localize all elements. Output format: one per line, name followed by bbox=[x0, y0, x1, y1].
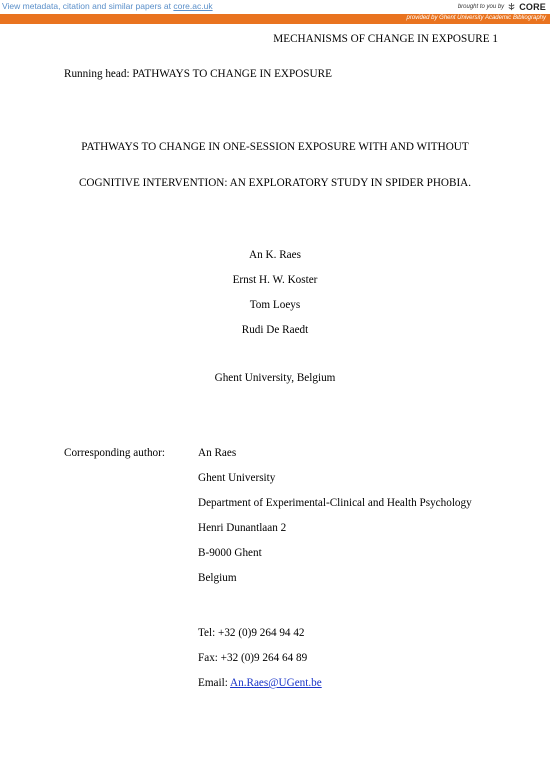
core-brand[interactable] bbox=[458, 0, 546, 14]
page-header: MECHANISMS OF CHANGE IN EXPOSURE 1 bbox=[273, 33, 498, 45]
email-label: Email: bbox=[198, 677, 228, 689]
paper-title-line-2: COGNITIVE INTERVENTION: AN EXPLORATORY STUDY IN SPIDER PHOBIA. bbox=[78, 177, 472, 189]
author-name: Rudi De Raedt bbox=[241, 324, 309, 336]
fax: Fax: +32 (0)9 264 64 89 bbox=[198, 652, 308, 664]
corresponding-author-label: Corresponding author: bbox=[64, 447, 165, 459]
telephone: Tel: +32 (0)9 264 94 42 bbox=[198, 627, 305, 639]
running-head: Running head: PATHWAYS TO CHANGE IN EXPOSURE bbox=[64, 68, 332, 80]
author-name: Tom Loeys bbox=[249, 299, 301, 311]
provided-by-text: provided by Ghent University Academic Bibliography bbox=[406, 15, 546, 21]
core-logo-icon bbox=[507, 2, 516, 12]
email-link[interactable]: An.Raes@UGent.be bbox=[230, 677, 322, 689]
core-logo-text: CORE bbox=[519, 2, 546, 12]
author-name: Ernst H. W. Koster bbox=[232, 274, 318, 286]
address-line: Ghent University bbox=[198, 472, 276, 484]
core-banner bbox=[0, 0, 550, 14]
address-line: An Raes bbox=[198, 447, 237, 459]
paper-title-line-1: PATHWAYS TO CHANGE IN ONE-SESSION EXPOSURE WITH AND WITHOUT bbox=[81, 141, 469, 153]
affiliation: Ghent University, Belgium bbox=[214, 372, 336, 384]
core-link[interactable]: core.ac.uk bbox=[173, 1, 213, 11]
address-line: Department of Experimental-Clinical and Health Psychology bbox=[198, 497, 472, 509]
email-line bbox=[198, 677, 322, 689]
address-line: Belgium bbox=[198, 572, 237, 584]
core-metadata-text bbox=[2, 1, 213, 11]
core-metadata-prefix: View metadata, citation and similar papers at bbox=[2, 1, 171, 11]
brought-to-you-text: brought to you by bbox=[457, 4, 505, 10]
provided-by-bar bbox=[0, 14, 550, 24]
author-name: An K. Raes bbox=[249, 249, 301, 261]
address-line: Henri Dunantlaan 2 bbox=[198, 522, 287, 534]
address-line: B-9000 Ghent bbox=[198, 547, 262, 559]
